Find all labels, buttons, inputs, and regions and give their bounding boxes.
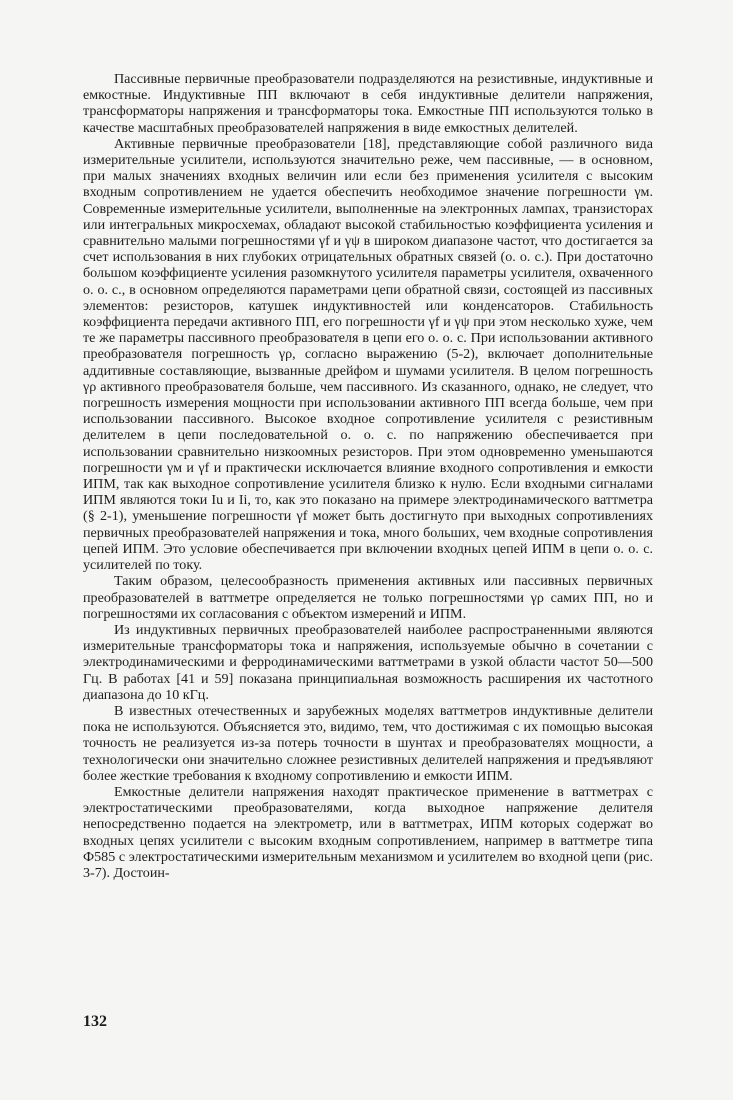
paragraph-conclusion: Таким образом, целесообразность применения активных или пассивных первичных преобразователей в ваттметре определяется не только погрешностями γρ самих ПП, но и погрешностями их согласования с объектом измерений и ИПМ. — [83, 573, 653, 622]
page-number: 132 — [83, 1013, 107, 1030]
paragraph-inductive-dividers: В известных отечественных и зарубежных моделях ваттметров индуктивные делители пока не используются. Объясняется это, видимо, тем, что достижимая с их помощью высокая точность не реализуется из-за потерь точности в шунтах и преобразователях мощности, а технологически они значительно сложнее резистивных делителей напряжения и предъявляют более жесткие требования к входному сопротивлению и емкости ИПМ. — [83, 702, 653, 784]
paragraph-capacitive-dividers: Емкостные делители напряжения находят практическое применение в ваттметрах с электростатическими преобразователями, когда выходное напряжение делителя непосредственно подается на электрометр, или в ваттметрах, ИПМ которых содержат во входных цепях усилители с высоким входным сопротивлением, например в ваттметре типа Ф585 с электростатическими измерительным механизмом и усилителем во входной цепи (рис. 3-7). Достоин- — [83, 783, 653, 881]
paragraph-passive-converters: Пассивные первичные преобразователи подразделяются на резистивные, индуктивные и емкостные. Индуктивные ПП включают в себя индуктивные делители напряжения, трансформаторы напряжения и трансформаторы тока. Емкостные ПП используются только в качестве масштабных преобразователей напряжения в виде емкостных делителей. — [83, 71, 653, 136]
body-text — [83, 71, 653, 881]
paragraph-inductive-converters: Из индуктивных первичных преобразователей наиболее распространенными являются измерительные трансформаторы тока и напряжения, используемые обычно в сочетании с электродинамическими и ферродинамическими ваттметрами в узкой области частот 50—500 Гц. В работах [41 и 59] показана принципиальная возможность расширения их частотного диапазона до 10 кГц. — [83, 621, 653, 703]
paragraph-active-converters: Активные первичные преобразователи [18], представляющие собой различного вида измерительные усилители, используются значительно реже, чем пассивные, — в основном, при малых значениях входных величин или если без применения усилителя с высоким входным сопротивлением не удается обеспечить необходимое значение погрешности γм. Современные измерительные усилители, выполненные на электронных лампах, транзисторах или интегральных микросхемах, обладают высокой стабильностью коэффициента усиления и сравнительно малыми погрешностями γf и γψ в широком диапазоне частот, что достигается за счет использования в них глубоких отрицательных обратных связей (о. о. с.). При достаточно большом коэффициенте усиления разомкнутого усилителя параметры усилителя, охваченного о. о. с., в основном определяются параметрами цепи обратной связи, состоящей из пассивных элементов: резисторов, катушек индуктивностей или конденсаторов. Стабильность коэффициента передачи активного ПП, его погрешности γf и γψ при этом несколько хуже, чем те же параметры пассивного преобразователя в цепи его о. о. с. При использовании активного преобразователя погрешность γρ, согласно выражению (5-2), включает дополнительные аддитивные составляющие, вызванные дрейфом и шумами усилителя. В целом погрешность γρ активного преобразователя больше, чем пассивного. Из сказанного, однако, не следует, что погрешность измерения мощности при использовании активного ПП всегда больше, чем при использовании пассивного. Высокое входное сопротивление усилителя с резистивным делителем в цепи последовательной о. о. с. по напряжению обеспечивается при использовании сравнительно низкоомных резисторов. При этом одновременно уменьшаются погрешности γм и γf и практически исключается влияние входного сопротивления и емкости ИПМ, так как выходное сопротивление усилителя близко к нулю. Если входными сигналами ИПМ являются токи Iu и Ii, то, как это показано на примере электродинамического ваттметра (§ 2-1), уменьшение погрешности γf может быть достигнуто при выходных сопротивлениях первичных преобразователей напряжения и тока, много больших, чем входные сопротивления цепей ИПМ. Это условие обеспечивается при включении входных цепей ИПМ в цепи о. о. с. усилителей по току. — [83, 135, 653, 574]
